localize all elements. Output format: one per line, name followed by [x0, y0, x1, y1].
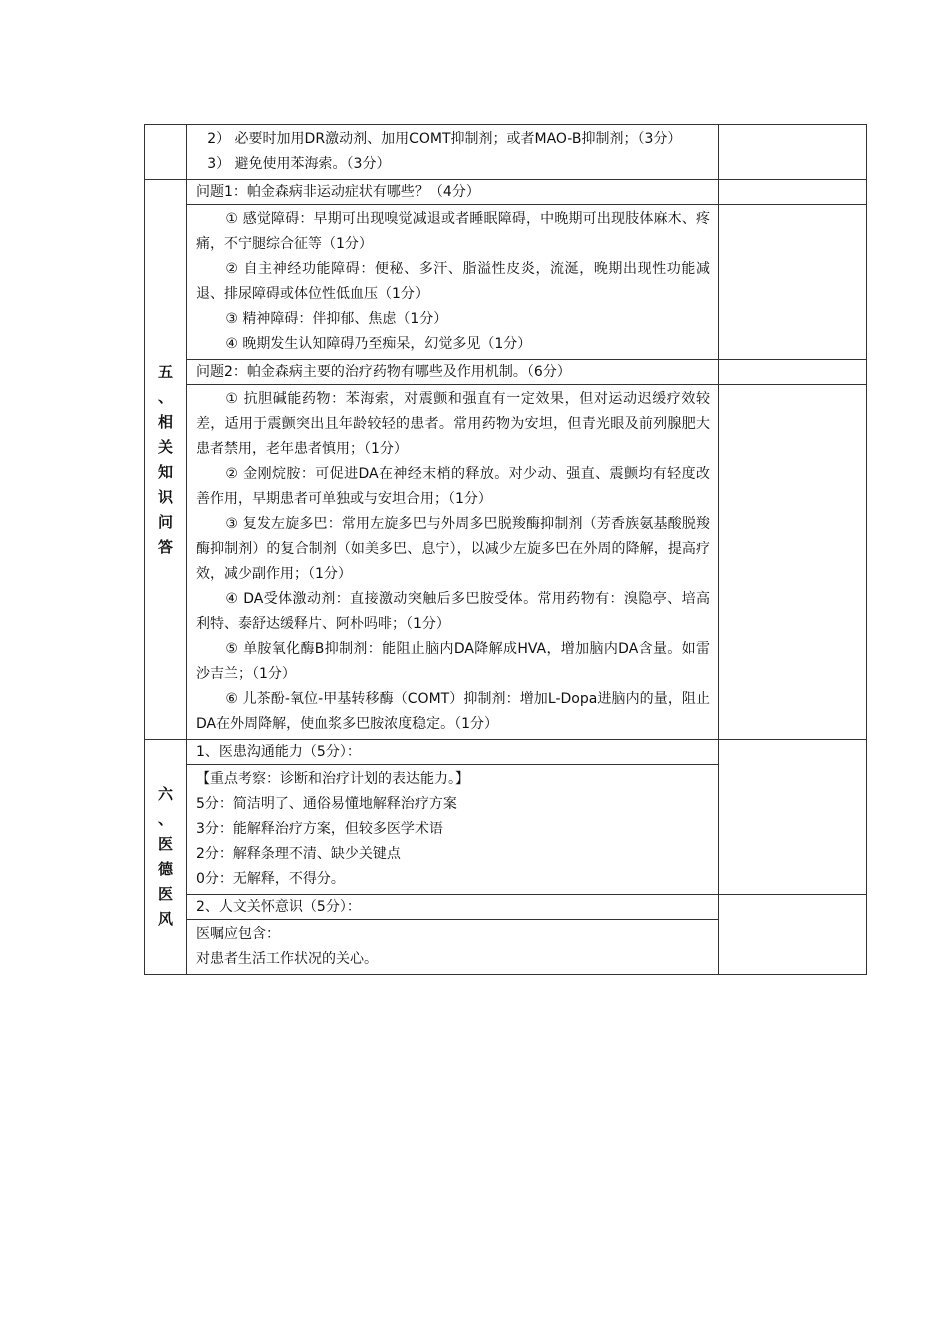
score-cell	[719, 740, 867, 895]
item2-line: 医嘱应包含：	[196, 926, 280, 942]
q1-question-cell	[187, 180, 719, 205]
item2-line: 对患者生活工作状况的关心。	[196, 951, 378, 967]
q1-answer-row	[145, 205, 867, 360]
item1-line: 【重点考察：诊断和治疗计划的表达能力。】	[196, 771, 469, 787]
section5-label: 五 、 相 关 知 识 问 答	[145, 180, 187, 740]
continued-section-row	[145, 125, 867, 180]
q1-question-row	[145, 180, 867, 205]
q1-answer: ③ 精神障碍：伴抑郁、焦虑（1分）	[225, 311, 448, 327]
q2-question-row	[145, 360, 867, 385]
section-label-empty	[145, 125, 187, 180]
q2-answer: ④ DA受体激动剂：直接激动突触后多巴胺受体。常用药物有：溴隐亭、培高利特、泰舒达缓释片、阿朴吗啡；（1分）	[196, 591, 710, 632]
item1-heading-row	[145, 740, 867, 765]
q1-answer: ④ 晚期发生认知障碍乃至痴呆，幻觉多见（1分）	[225, 336, 532, 352]
item2-heading-row	[145, 895, 867, 920]
q2-answer: ③ 复发左旋多巴：常用左旋多巴与外周多巴脱羧酶抑制剂（芳香族氨基酸脱羧酶抑制剂）的复合制剂（如美多巴、息宁），以减少左旋多巴在外周的降解，提高疗效，减少副作用；（1分）	[196, 516, 710, 582]
q2-question: 问题2：帕金森病主要的治疗药物有哪些及作用机制。（6分）	[196, 364, 571, 380]
continued-item: 3） 避免使用苯海索。（3分）	[207, 156, 391, 172]
score-cell	[719, 385, 867, 740]
exam-scoring-table	[144, 124, 867, 975]
score-cell	[719, 180, 867, 205]
item1-heading: 1、医患沟通能力（5分）：	[196, 744, 361, 760]
q2-answer: ⑤ 单胺氧化酶B抑制剂：能阻止脑内DA降解成HVA，增加脑内DA含量。如雷沙吉兰；（1分）	[196, 641, 710, 682]
item1-heading-cell	[187, 740, 719, 765]
item2-heading-cell	[187, 895, 719, 920]
score-cell	[719, 360, 867, 385]
q2-answer: ⑥ 儿茶酚-氧位-甲基转移酶（COMT）抑制剂：增加L-Dopa进脑内的量，阻止DA在外周降解，使血浆多巴胺浓度稳定。（1分）	[196, 691, 710, 732]
q2-question-cell	[187, 360, 719, 385]
item2-heading: 2、人文关怀意识（5分）：	[196, 899, 361, 915]
q2-answer: ② 金刚烷胺：可促进DA在神经末梢的释放。对少动、强直、震颤均有轻度改善作用，早期患者可单独或与安坦合用；（1分）	[196, 466, 710, 507]
q2-answer: ① 抗胆碱能药物：苯海索，对震颤和强直有一定效果，但对运动迟缓疗效较差，适用于震颤突出且年龄较轻的患者。常用药物为安坦，但青光眼及前列腺肥大患者禁用，老年患者慎用；（1分）	[196, 391, 710, 457]
q1-answer-cell	[187, 205, 719, 360]
q2-answer-row	[145, 385, 867, 740]
score-cell	[719, 895, 867, 975]
continued-content-cell	[187, 125, 719, 180]
score-cell	[719, 125, 867, 180]
item1-line: 2分：解释条理不清、缺少关键点	[196, 846, 401, 862]
continued-item: 2） 必要时加用DR激动剂、加用COMT抑制剂；或者MAO-B抑制剂；（3分）	[207, 131, 682, 147]
item1-body-cell	[187, 765, 719, 895]
item2-body-cell	[187, 920, 719, 975]
q1-question: 问题1：帕金森病非运动症状有哪些？（4分）	[196, 184, 480, 200]
item1-line: 5分：简洁明了、通俗易懂地解释治疗方案	[196, 796, 457, 812]
q1-answer: ② 自主神经功能障碍：便秘、多汗、脂溢性皮炎，流涎，晚期出现性功能减退、排尿障碍或体位性低血压（1分）	[196, 261, 710, 302]
section6-label: 六 、 医 德 医 风	[145, 740, 187, 975]
item1-line: 0分：无解释，不得分。	[196, 871, 345, 887]
q2-answer-cell	[187, 385, 719, 740]
score-cell	[719, 205, 867, 360]
q1-answer: ① 感觉障碍：早期可出现嗅觉减退或者睡眠障碍，中晚期可出现肢体麻木、疼痛，不宁腿综合征等（1分）	[196, 211, 710, 252]
item1-line: 3分：能解释治疗方案，但较多医学术语	[196, 821, 443, 837]
